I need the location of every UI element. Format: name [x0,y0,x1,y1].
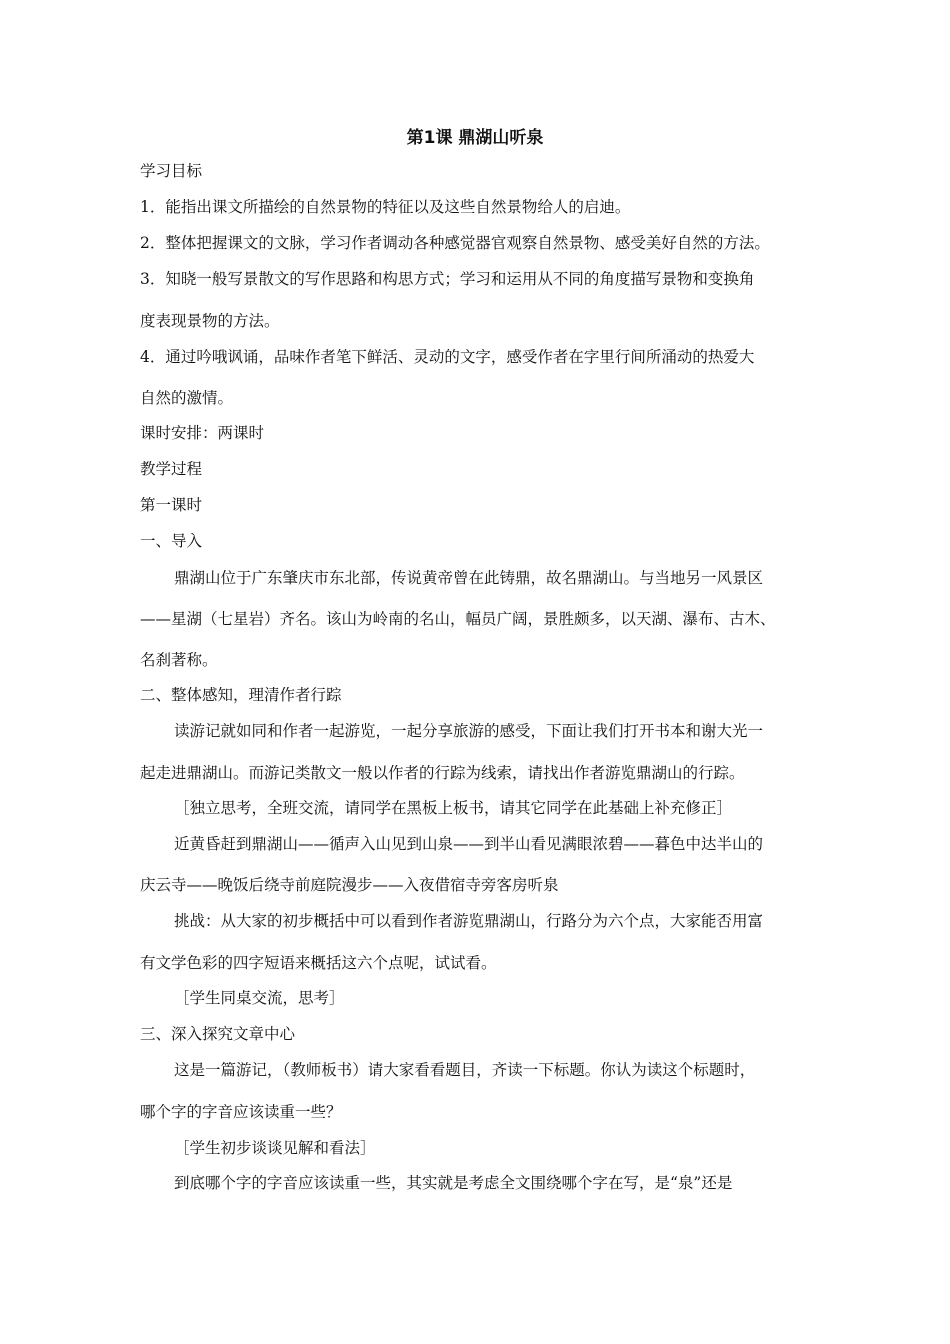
section-heading-process: 教学过程 [140,460,203,478]
route-summary-line-2: 庆云寺——晚饭后绕寺前庭院漫步——入夜借宿寺旁客房听泉 [140,876,559,894]
intro-paragraph-line-3: 名刹著称。 [140,651,218,669]
route-summary-line-1: 近黄昏赶到鼎湖山——循声入山见到山泉——到半山看见满眼浓碧——暮色中达半山的 [174,835,764,853]
part-3-paragraph-line-2: 哪个字的字音应该读重一些？ [140,1103,342,1121]
part-3-heading: 三、深入探究文章中心 [140,1025,296,1043]
intro-paragraph-line-1: 鼎湖山位于广东肇庆市东北部，传说黄帝曾在此铸鼎，故名鼎湖山。与当地另一风景区 [174,569,764,587]
part-2-paragraph-line-2: 起走进鼎湖山。而游记类散文一般以作者的行踪为线索，请找出作者游览鼎湖山的行踪。 [140,764,745,782]
part-2-paragraph-line-1: 读游记就如同和作者一起游览，一起分享旅游的感受，下面让我们打开书本和谢大光一 [174,722,764,740]
part-1-heading: 一、导入 [140,532,203,550]
objective-3-line-1: 3．知晓一般写景散文的写作思路和构思方式；学习和运用从不同的角度描写景物和变换角 [140,270,755,288]
activity-note-3: ［学生初步谈谈见解和看法］ [174,1139,376,1157]
objective-2: 2．整体把握课文的文脉，学习作者调动各种感觉器官观察自然景物、感受美好自然的方法。 [140,234,770,252]
schedule: 课时安排：两课时 [140,424,265,442]
challenge-line-1: 挑战：从大家的初步概括中可以看到作者游览鼎湖山，行路分为六个点，大家能否用富 [174,912,764,930]
challenge-line-2: 有文学色彩的四字短语来概括这六个点呢，试试看。 [140,954,497,972]
section-heading-objectives: 学习目标 [140,162,203,180]
objective-1: 1．能指出课文所描绘的自然景物的特征以及这些自然景物给人的启迪。 [140,198,631,216]
part-2-heading: 二、整体感知，理清作者行踪 [140,686,342,704]
part-3-paragraph-line-1: 这是一篇游记，（教师板书）请大家看看题目，齐读一下标题。你认为读这个标题时， [174,1061,756,1079]
objective-4-line-2: 自然的激情。 [140,389,234,407]
intro-paragraph-line-2: ——星湖（七星岩）齐名。该山为岭南的名山，幅员广阔，景胜颇多，以天湖、瀑布、古木、 [140,610,776,628]
part-3-paragraph-line-3: 到底哪个字的字音应该读重一些，其实就是考虑全文围绕哪个字在写，是“泉”还是 [174,1174,733,1192]
activity-note-2: ［学生同桌交流，思考］ [174,989,345,1007]
objective-3-line-2: 度表现景物的方法。 [140,312,280,330]
objective-4-line-1: 4．通过吟哦讽诵，品味作者笔下鲜活、灵动的文字，感受作者在字里行间所涌动的热爱大 [140,348,755,366]
activity-note-1: ［独立思考，全班交流，请同学在黑板上板书，请其它同学在此基础上补充修正］ [174,799,733,817]
section-heading-first-period: 第一课时 [140,496,203,514]
lesson-title: 第1课 鼎湖山听泉 [406,128,544,148]
